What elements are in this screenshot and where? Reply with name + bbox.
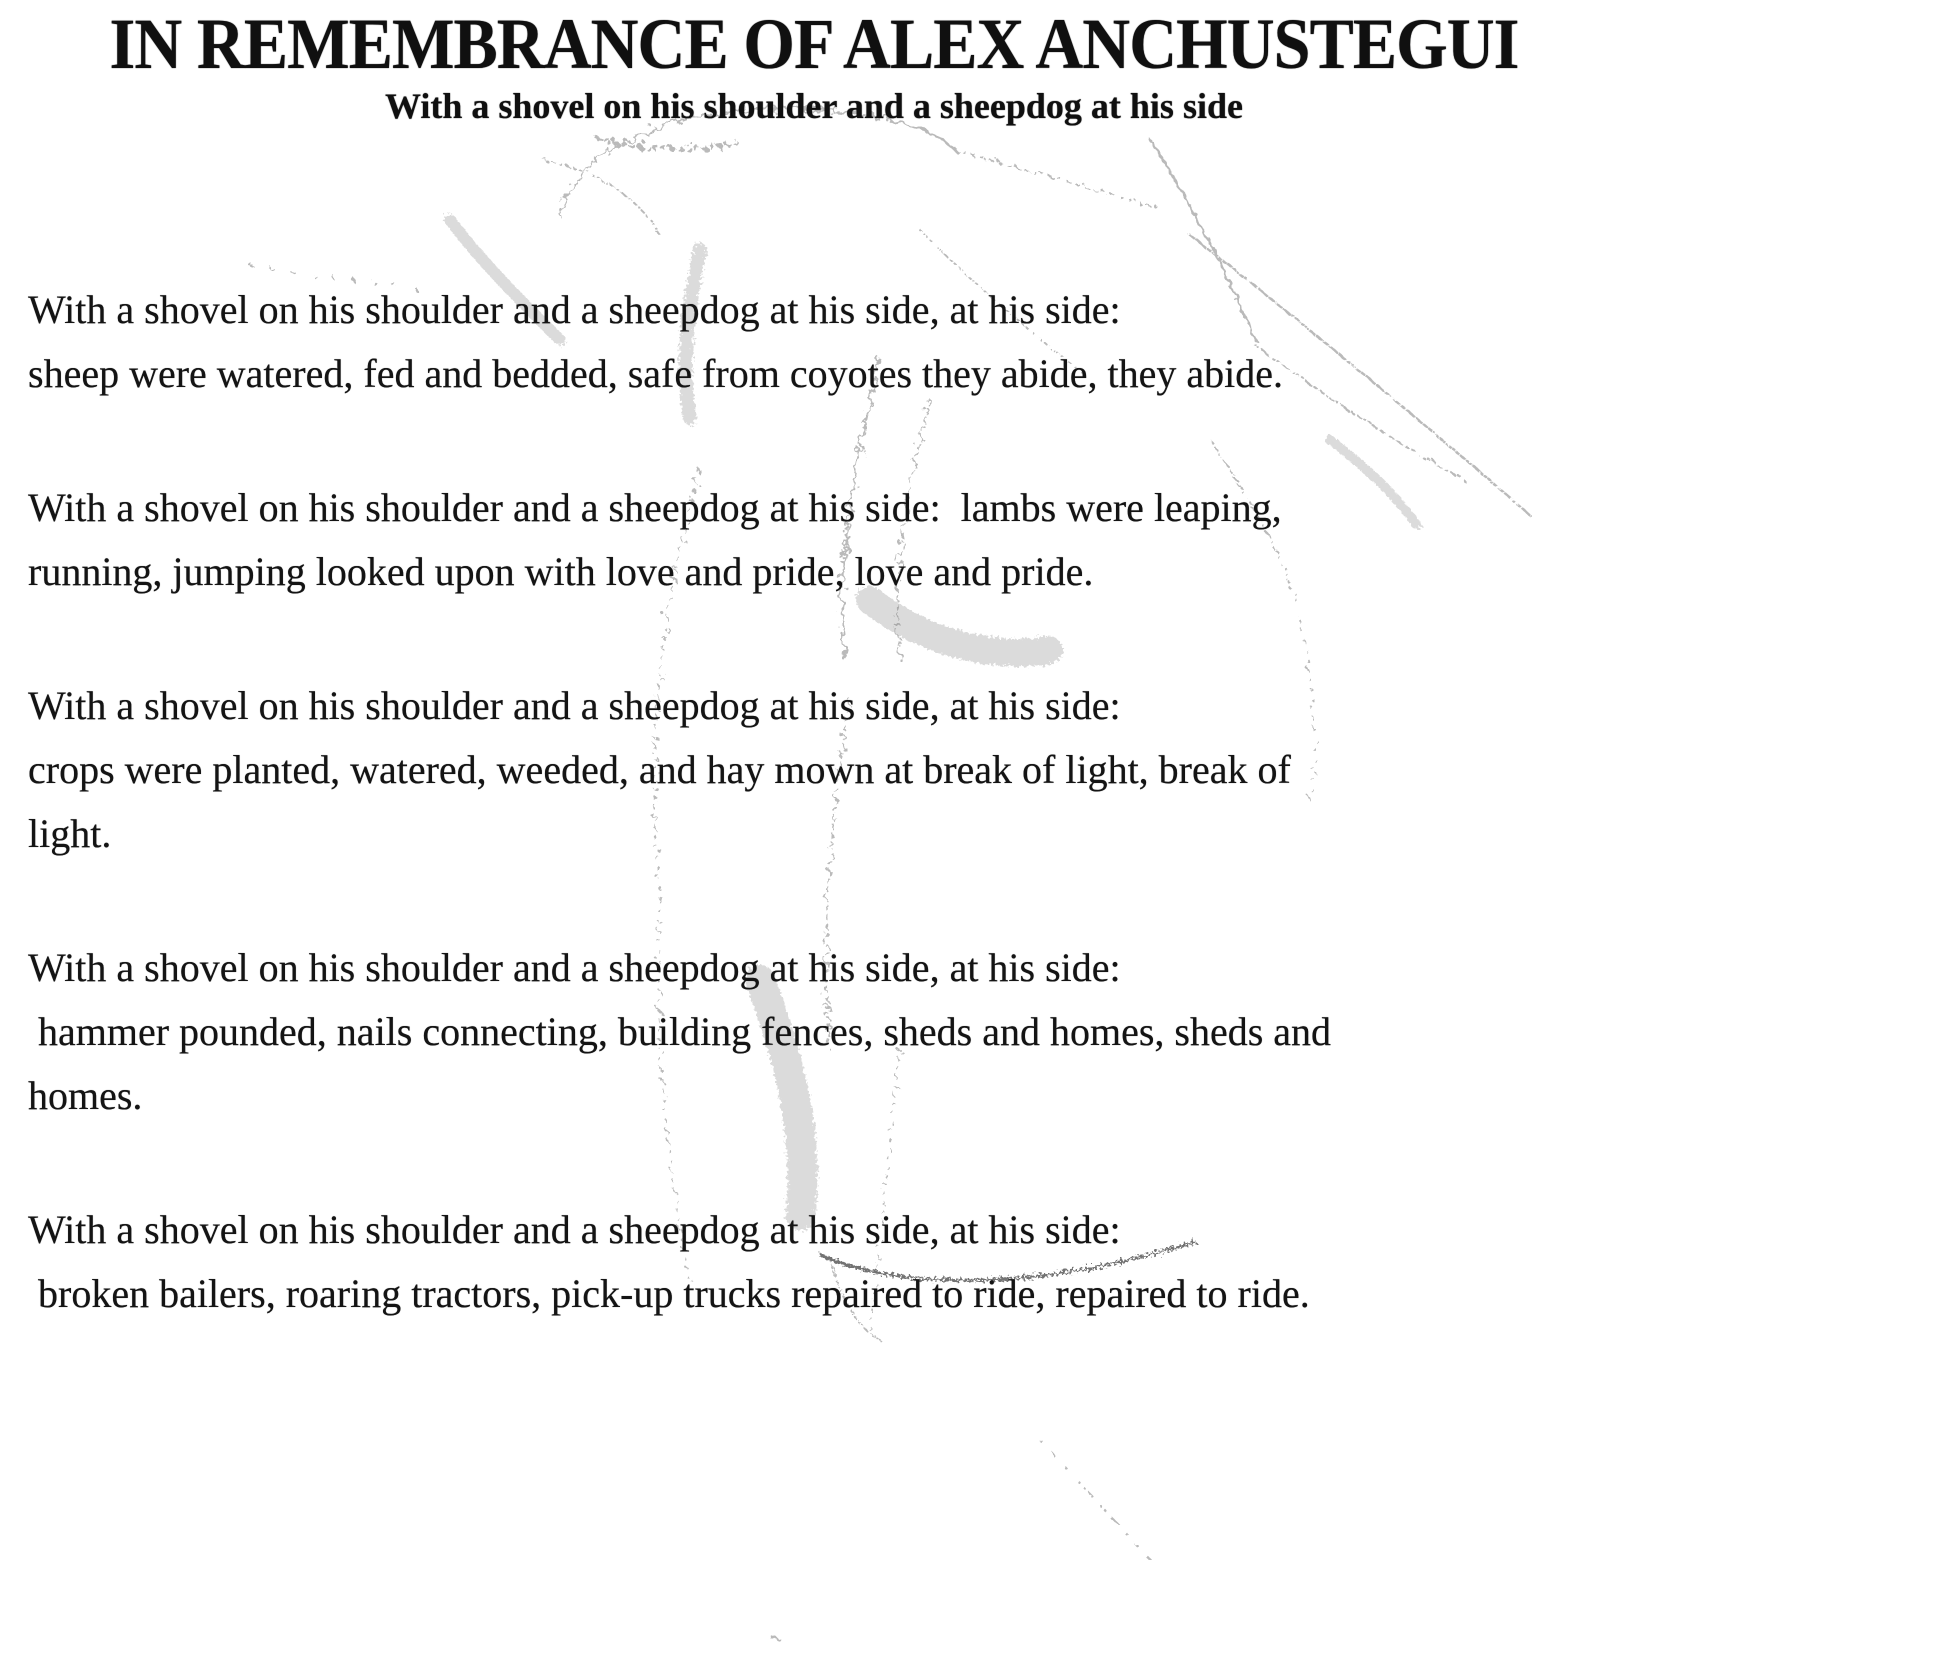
verse-1-line-1: With a shovel on his shoulder and a sheepdog at his side, at his side: (28, 287, 1121, 332)
verse-3-line-1: With a shovel on his shoulder and a sheepdog at his side, at his side: (28, 683, 1121, 728)
page-title: IN REMEMBRANCE OF ALEX ANCHUSTEGUI (109, 4, 1519, 84)
verse-4-line-2: hammer pounded, nails connecting, building fences, sheds and homes, sheds and (28, 1009, 1332, 1054)
verse-5 (28, 1198, 1600, 1326)
verse-5-line-2: broken bailers, roaring tractors, pick-up trucks repaired to ride, repaired to ride. (28, 1271, 1310, 1316)
document-content (28, 0, 1600, 1396)
poem-body (28, 278, 1600, 1326)
verse-5-line-1: With a shovel on his shoulder and a sheepdog at his side, at his side: (28, 1207, 1121, 1252)
verse-2-line-2: running, jumping looked upon with love and pride, love and pride. (28, 549, 1094, 594)
verse-3-line-3: light. (28, 811, 112, 856)
verse-1 (28, 278, 1600, 406)
verse-4 (28, 936, 1600, 1128)
verse-1-line-2: sheep were watered, fed and bedded, safe from coyotes they abide, they abide. (28, 351, 1284, 396)
verse-2 (28, 476, 1600, 604)
verse-4-line-1: With a shovel on his shoulder and a sheepdog at his side, at his side: (28, 945, 1121, 990)
verse-3 (28, 674, 1600, 866)
verse-4-line-3: homes. (28, 1073, 143, 1118)
verse-2-line-1: With a shovel on his shoulder and a sheepdog at his side: lambs were leaping, (28, 485, 1282, 530)
page-subtitle: With a shovel on his shoulder and a sheepdog at his side (385, 86, 1243, 126)
verse-3-line-2: crops were planted, watered, weeded, and hay mown at break of light, break of (28, 747, 1291, 792)
